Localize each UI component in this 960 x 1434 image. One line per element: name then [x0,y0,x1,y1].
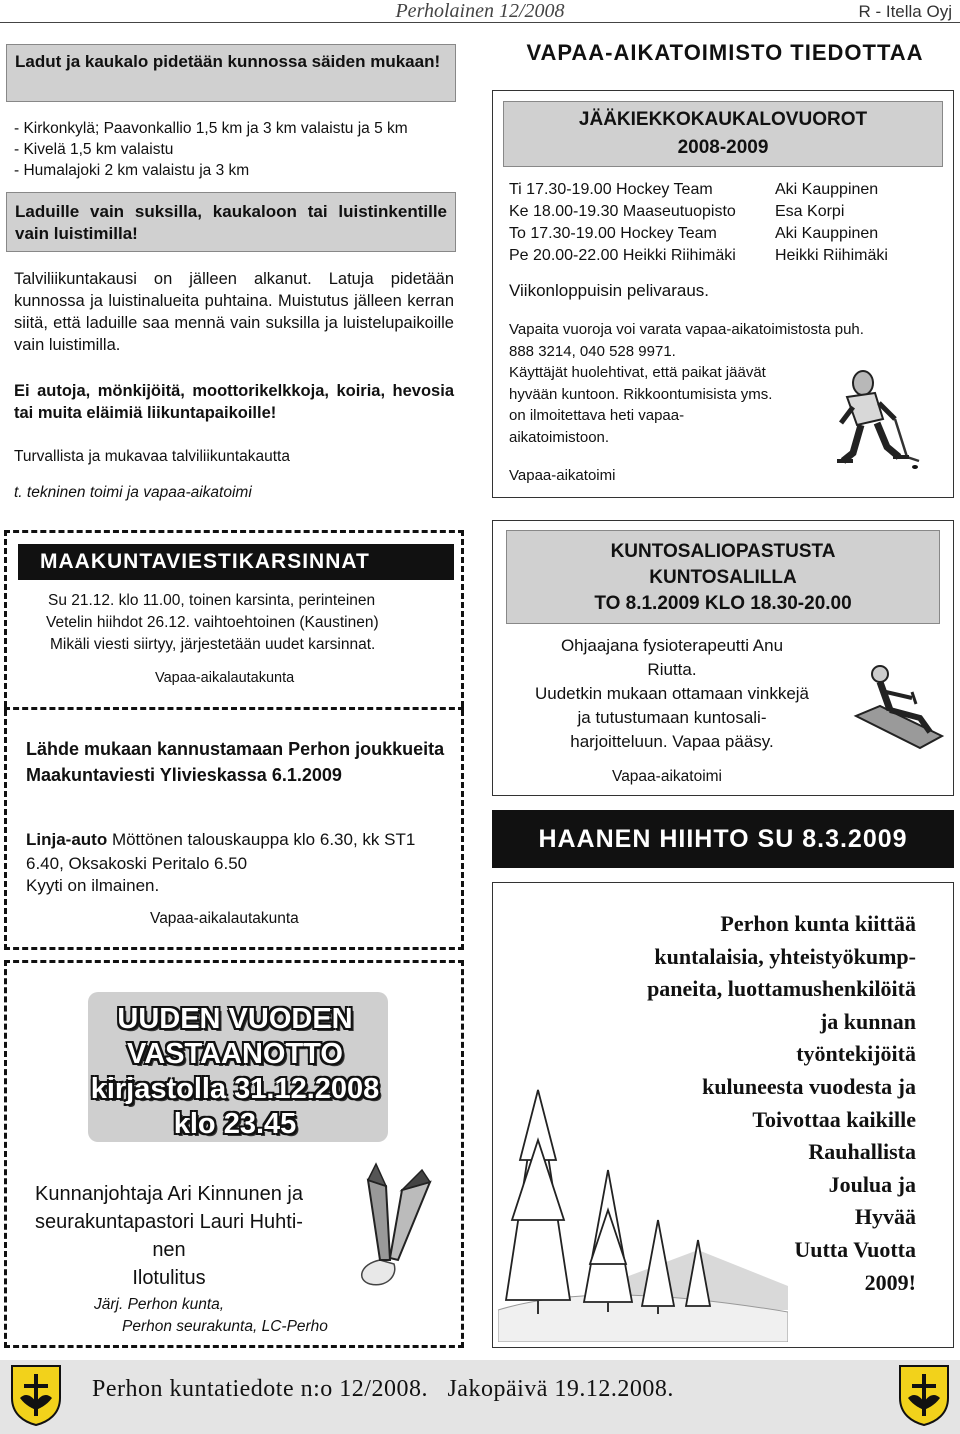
schedule-row [509,201,949,223]
weekend-note: Viikonloppuisin pelivaraus. [509,281,710,300]
info-line: Vapaita vuoroja voi varata vapaa-aikatoimistosta puh. [509,321,864,338]
kiitos-line: kuntalaisia, yhteistyökump- [654,943,916,969]
kuntosali-line: Uudetkin mukaan ottamaan vinkkejä [534,684,810,703]
schedule-time: Pe 20.00-22.00 Heikki Riihimäki [509,247,736,264]
maakunta-line: Su 21.12. klo 11.00, toinen karsinta, perinteinen [48,592,376,609]
coat-of-arms-left-icon [10,1364,62,1426]
maakunta-divider [4,707,464,710]
info-line: aikatoimistoon. [509,428,610,446]
ladut-signature: t. tekninen toimi ja vapaa-aikatoimi [14,484,252,501]
schedule-row [509,245,949,267]
ladut-greeting: Turvallista ja mukavaa talviliikuntakautta [14,448,290,465]
footer-text: Perhon kuntatiedote n:o 12/2008. Jakopäivä 19.12.2008. [92,1376,674,1402]
hockey-schedule [509,179,949,267]
kannustus-free: Kyyti on ilmainen. [26,876,160,895]
uusivuosi-title [40,1002,430,1142]
schedule-person: Aki Kauppinen [775,181,879,198]
schedule-person: Esa Korpi [775,203,845,220]
header-rule [0,22,960,23]
kuntosali-line: Ohjaajana fysioterapeutti Anu [560,636,784,655]
org-line: Järj. Perhon kunta, [94,1296,225,1313]
kiitos-line: Rauhallista [808,1139,916,1165]
info-line: 888 3214, 040 528 9971. [509,342,676,360]
ladut-list-item: - Kirkonkylä; Paavonkallio 1,5 km ja 3 km valaistu ja 5 km [14,120,408,137]
ladut-list-item: - Kivelä 1,5 km valaistu [14,141,174,158]
kiitos-line: Toivottaa kaikille [752,1106,916,1132]
kiitos-line: Joulua ja [828,1171,916,1197]
publisher-label: R - Itella Oyj [858,2,952,21]
vapaa-signature: Vapaa-aikatoimi [509,467,616,484]
uusivuosi-line: Kunnanjohtaja Ari Kinnunen ja [35,1183,303,1205]
kiitos-line: 2009! [864,1269,916,1295]
haanen-title: HAANEN HIIHTO SU 8.3.2009 [492,810,954,868]
kannustus-bus [26,828,446,876]
kuntosali-signature: Vapaa-aikatoimi [612,768,722,785]
vapaa-banner: VAPAA-AIKATOIMISTO TIEDOTTAA [526,40,924,65]
kiitos-line: kuluneesta vuodesta ja [702,1073,916,1099]
info-line: on ilmoitettava heti vapaa- [509,407,685,424]
rowing-machine-icon [850,660,946,756]
schedule-row [509,179,949,201]
uusivuosi-line: Ilotulitus [132,1267,206,1289]
schedule-time: To 17.30-19.00 Hockey Team [509,225,717,242]
uusivuosi-title-line: VASTAANOTTO [127,1038,343,1070]
schedule-row [509,223,949,245]
uusivuosi-line: seurakuntapastori Lauri Huhti- [35,1211,303,1233]
ladut-list [14,118,464,181]
maakunta-lines [40,590,450,656]
info-line: Käyttäjät huolehtivat, että paikat jäävät [509,364,766,381]
kiitos-line: Uutta Vuotta [794,1236,916,1262]
ladut-paragraph: Talviliikuntakausi on jälleen alkanut. Latuja pidetään kunnossa ja luistinalueita puhtaina. Muistutus jälleen kerran siitä, että laduille saa mennä vain suksilla ja luistelupaikoille vain luistimilla. [14,270,454,354]
kiitos-line: Hyvää [854,1204,916,1230]
vapaa-box [492,90,954,498]
org-line: Perhon seurakunta, LC-Perho [122,1318,328,1335]
uusivuosi-title-line: klo 23.45 [173,1108,297,1140]
ladut-warning: Ei autoja, mönkijöitä, moottorikelkkoja, koiria, hevosia tai muita eläimiä liikuntapaikoille! [14,382,454,422]
kannustus-title: Lähde mukaan kannustamaan Perhon joukkueita Maakuntaviesti Ylivieskassa 6.1.2009 [26,739,445,785]
bus-text: Möttönen talouskauppa klo 6.30, kk ST1 6.40, Oksakoski Peritalo 6.50 [26,830,416,873]
schedule-time: Ke 18.00-19.30 Maaseutuopisto [509,203,736,220]
issue-label: Perholainen 12/2008 [395,0,565,22]
hockey-title-line: JÄÄKIEKKOKAUKALOVUOROT [578,109,868,130]
kuntosali-line: harjoitteluun. Vapaa pääsy. [570,732,774,751]
uusivuosi-title-line: UUDEN VUODEN [117,1003,353,1035]
uusivuosi-line: nen [152,1239,186,1261]
ladut-title: Ladut ja kaukalo pidetään kunnossa säiden mukaan! [6,44,456,102]
maakunta-line: Mikäli viesti siirtyy, järjestetään uudet karsinnat. [50,636,376,653]
info-line: hyvään kuntoon. Rikkoontumisista yms. [509,385,773,403]
ladut-list-item: - Humalajoki 2 km valaistu ja 3 km [14,162,250,179]
schedule-time: Ti 17.30-19.00 Hockey Team [509,181,713,198]
winter-trees-illustration [498,1050,788,1342]
maakunta-line: Vetelin hiihdot 26.12. vaihtoehtoinen (Kaustinen) [46,614,379,631]
uusivuosi-text [14,1180,324,1292]
uusivuosi-title-line: kirjastolla 31.12.2008 [90,1073,380,1105]
ladut-notice: Laduille vain suksilla, kaukaloon tai luistinkentille vain luistimilla! [6,192,456,252]
kuntosali-title-line: KUNTOSALIOPASTUSTA [610,541,836,562]
maakunta-signature: Vapaa-aikalautakunta [155,670,295,686]
uusivuosi-org [94,1294,328,1338]
hockey-title-year: 2008-2009 [677,137,769,158]
kuntosali-title [506,530,940,624]
kuntosali-line: ja tutustumaan kuntosali- [577,708,767,727]
maakunta-title: MAAKUNTAVIESTIKARSINNAT [18,544,454,580]
kiitos-line: ja kunnan [819,1008,916,1034]
bus-label: Linja-auto [26,830,108,849]
firework-rockets-icon [340,1160,450,1290]
kiitos-line: Perhon kunta kiittää [720,911,916,936]
kuntosali-line: Riutta. [647,660,697,679]
kannustus-signature: Vapaa-aikalautakunta [150,910,299,927]
kiitos-line: paneita, luottamushenkilöitä [647,976,916,1002]
schedule-person: Heikki Riihimäki [775,247,888,264]
hockey-title [503,101,943,167]
hockey-player-icon [823,363,923,473]
kiitos-line: työntekijöitä [796,1041,916,1067]
kuntosali-title-line: KUNTOSALILLA [649,567,797,588]
coat-of-arms-right-icon [898,1364,950,1426]
kuntosali-text [492,634,852,754]
kuntosali-title-line: TO 8.1.2009 KLO 18.30-20.00 [594,593,852,614]
schedule-person: Aki Kauppinen [775,225,879,242]
